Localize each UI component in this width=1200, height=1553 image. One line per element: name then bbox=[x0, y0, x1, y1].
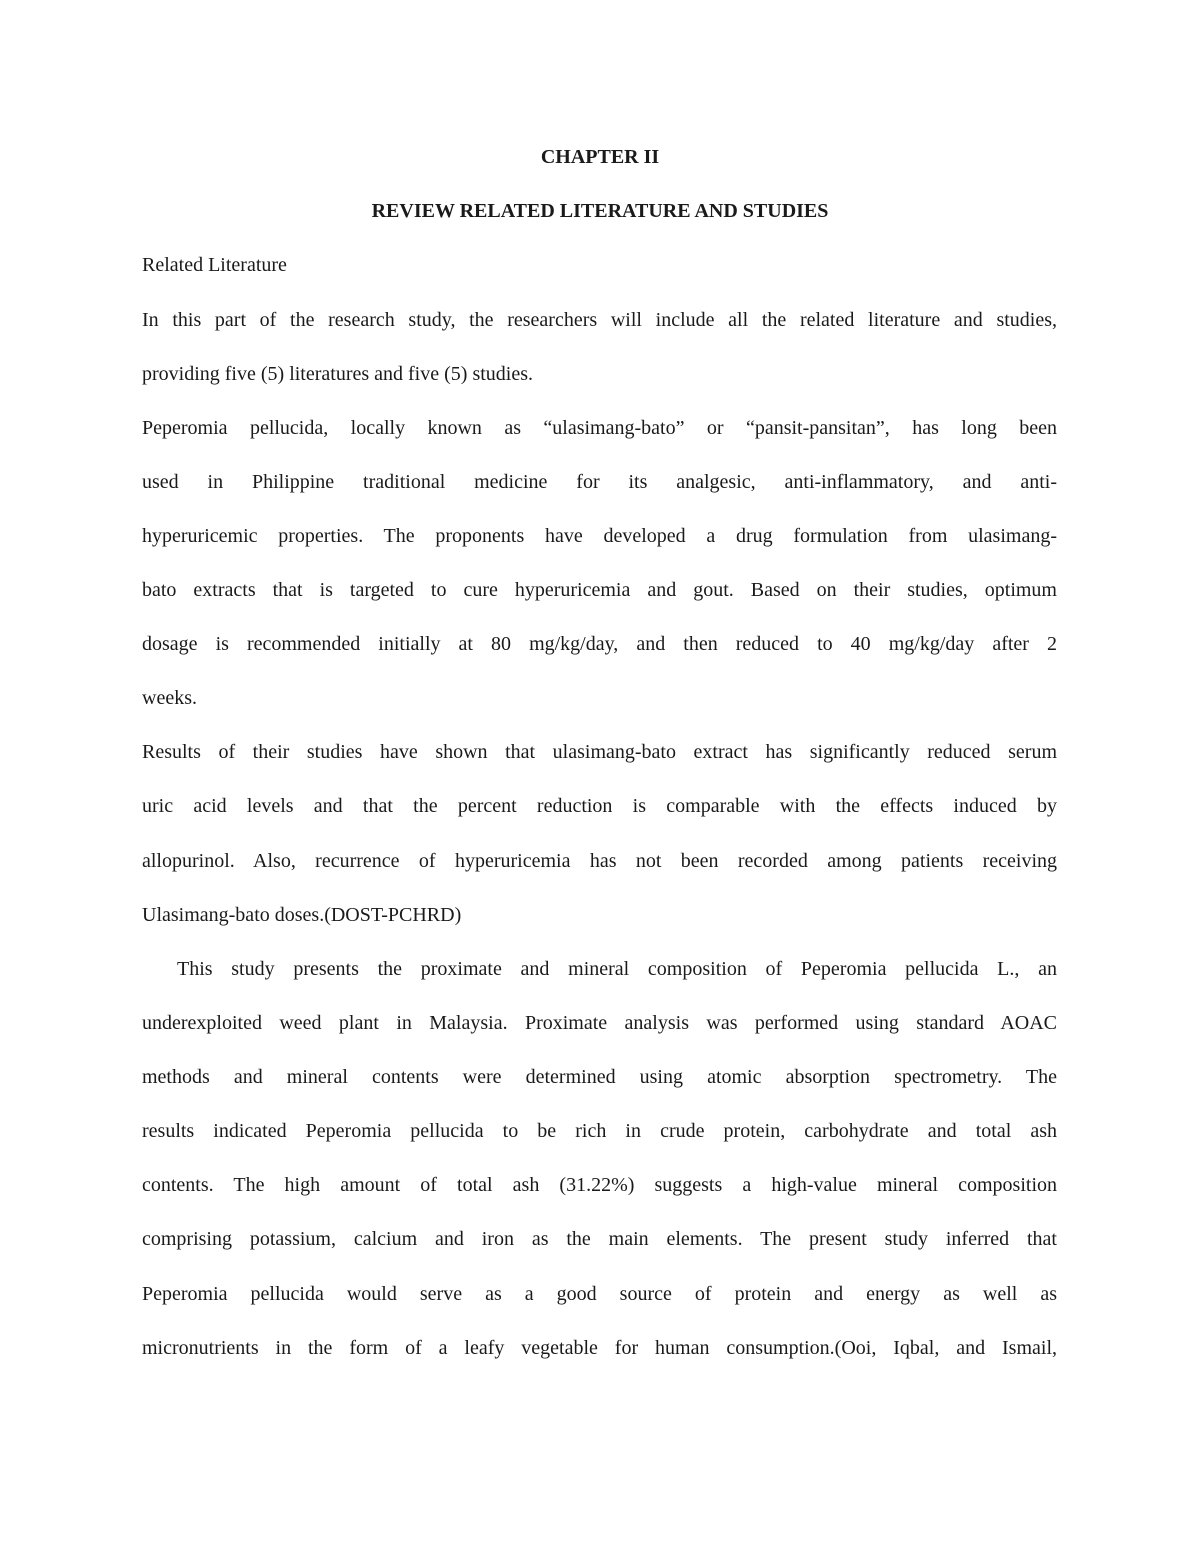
chapter-title: CHAPTER II bbox=[540, 146, 660, 168]
text-line: used in Philippine traditional medicine for its analgesic, anti-inflammatory, and anti- bbox=[142, 471, 1057, 493]
text-line: This study presents the proximate and mineral composition of Peperomia pellucida L., an bbox=[177, 958, 1057, 980]
text-line: bato extracts that is targeted to cure hyperuricemia and gout. Based on their studies, optimum bbox=[142, 579, 1057, 601]
text-line: hyperuricemic properties. The proponents have developed a drug formulation from ulasimang- bbox=[142, 525, 1057, 547]
text-line: contents. The high amount of total ash (31.22%) suggests a high-value mineral composition bbox=[142, 1174, 1057, 1196]
text-line: results indicated Peperomia pellucida to be rich in crude protein, carbohydrate and total ash bbox=[142, 1120, 1057, 1142]
text-line: Results of their studies have shown that ulasimang-bato extract has significantly reduced serum bbox=[142, 741, 1057, 763]
text-line: Peperomia pellucida, locally known as “ulasimang-bato” or “pansit-pansitan”, has long been bbox=[142, 417, 1057, 439]
text-line: comprising potassium, calcium and iron as the main elements. The present study inferred that bbox=[142, 1228, 1057, 1250]
section-heading: Related Literature bbox=[142, 254, 287, 276]
chapter-subtitle: REVIEW RELATED LITERATURE AND STUDIES bbox=[371, 200, 829, 222]
text-line: dosage is recommended initially at 80 mg/kg/day, and then reduced to 40 mg/kg/day after 2 bbox=[142, 633, 1057, 655]
text-line: In this part of the research study, the researchers will include all the related literature and studies, bbox=[142, 309, 1057, 331]
text-line: methods and mineral contents were determined using atomic absorption spectrometry. The bbox=[142, 1066, 1057, 1088]
text-line: Peperomia pellucida would serve as a good source of protein and energy as well as bbox=[142, 1283, 1057, 1305]
text-line: allopurinol. Also, recurrence of hyperuricemia has not been recorded among patients receiving bbox=[142, 850, 1057, 872]
text-line: underexploited weed plant in Malaysia. Proximate analysis was performed using standard AOAC bbox=[142, 1012, 1057, 1034]
text-line: micronutrients in the form of a leafy vegetable for human consumption.(Ooi, Iqbal, and Ismail, bbox=[142, 1337, 1057, 1359]
text-line: weeks. bbox=[142, 687, 197, 709]
text-line: providing five (5) literatures and five (5) studies. bbox=[142, 363, 533, 385]
text-line: uric acid levels and that the percent reduction is comparable with the effects induced by bbox=[142, 795, 1057, 817]
text-line: Ulasimang-bato doses.(DOST-PCHRD) bbox=[142, 904, 462, 926]
